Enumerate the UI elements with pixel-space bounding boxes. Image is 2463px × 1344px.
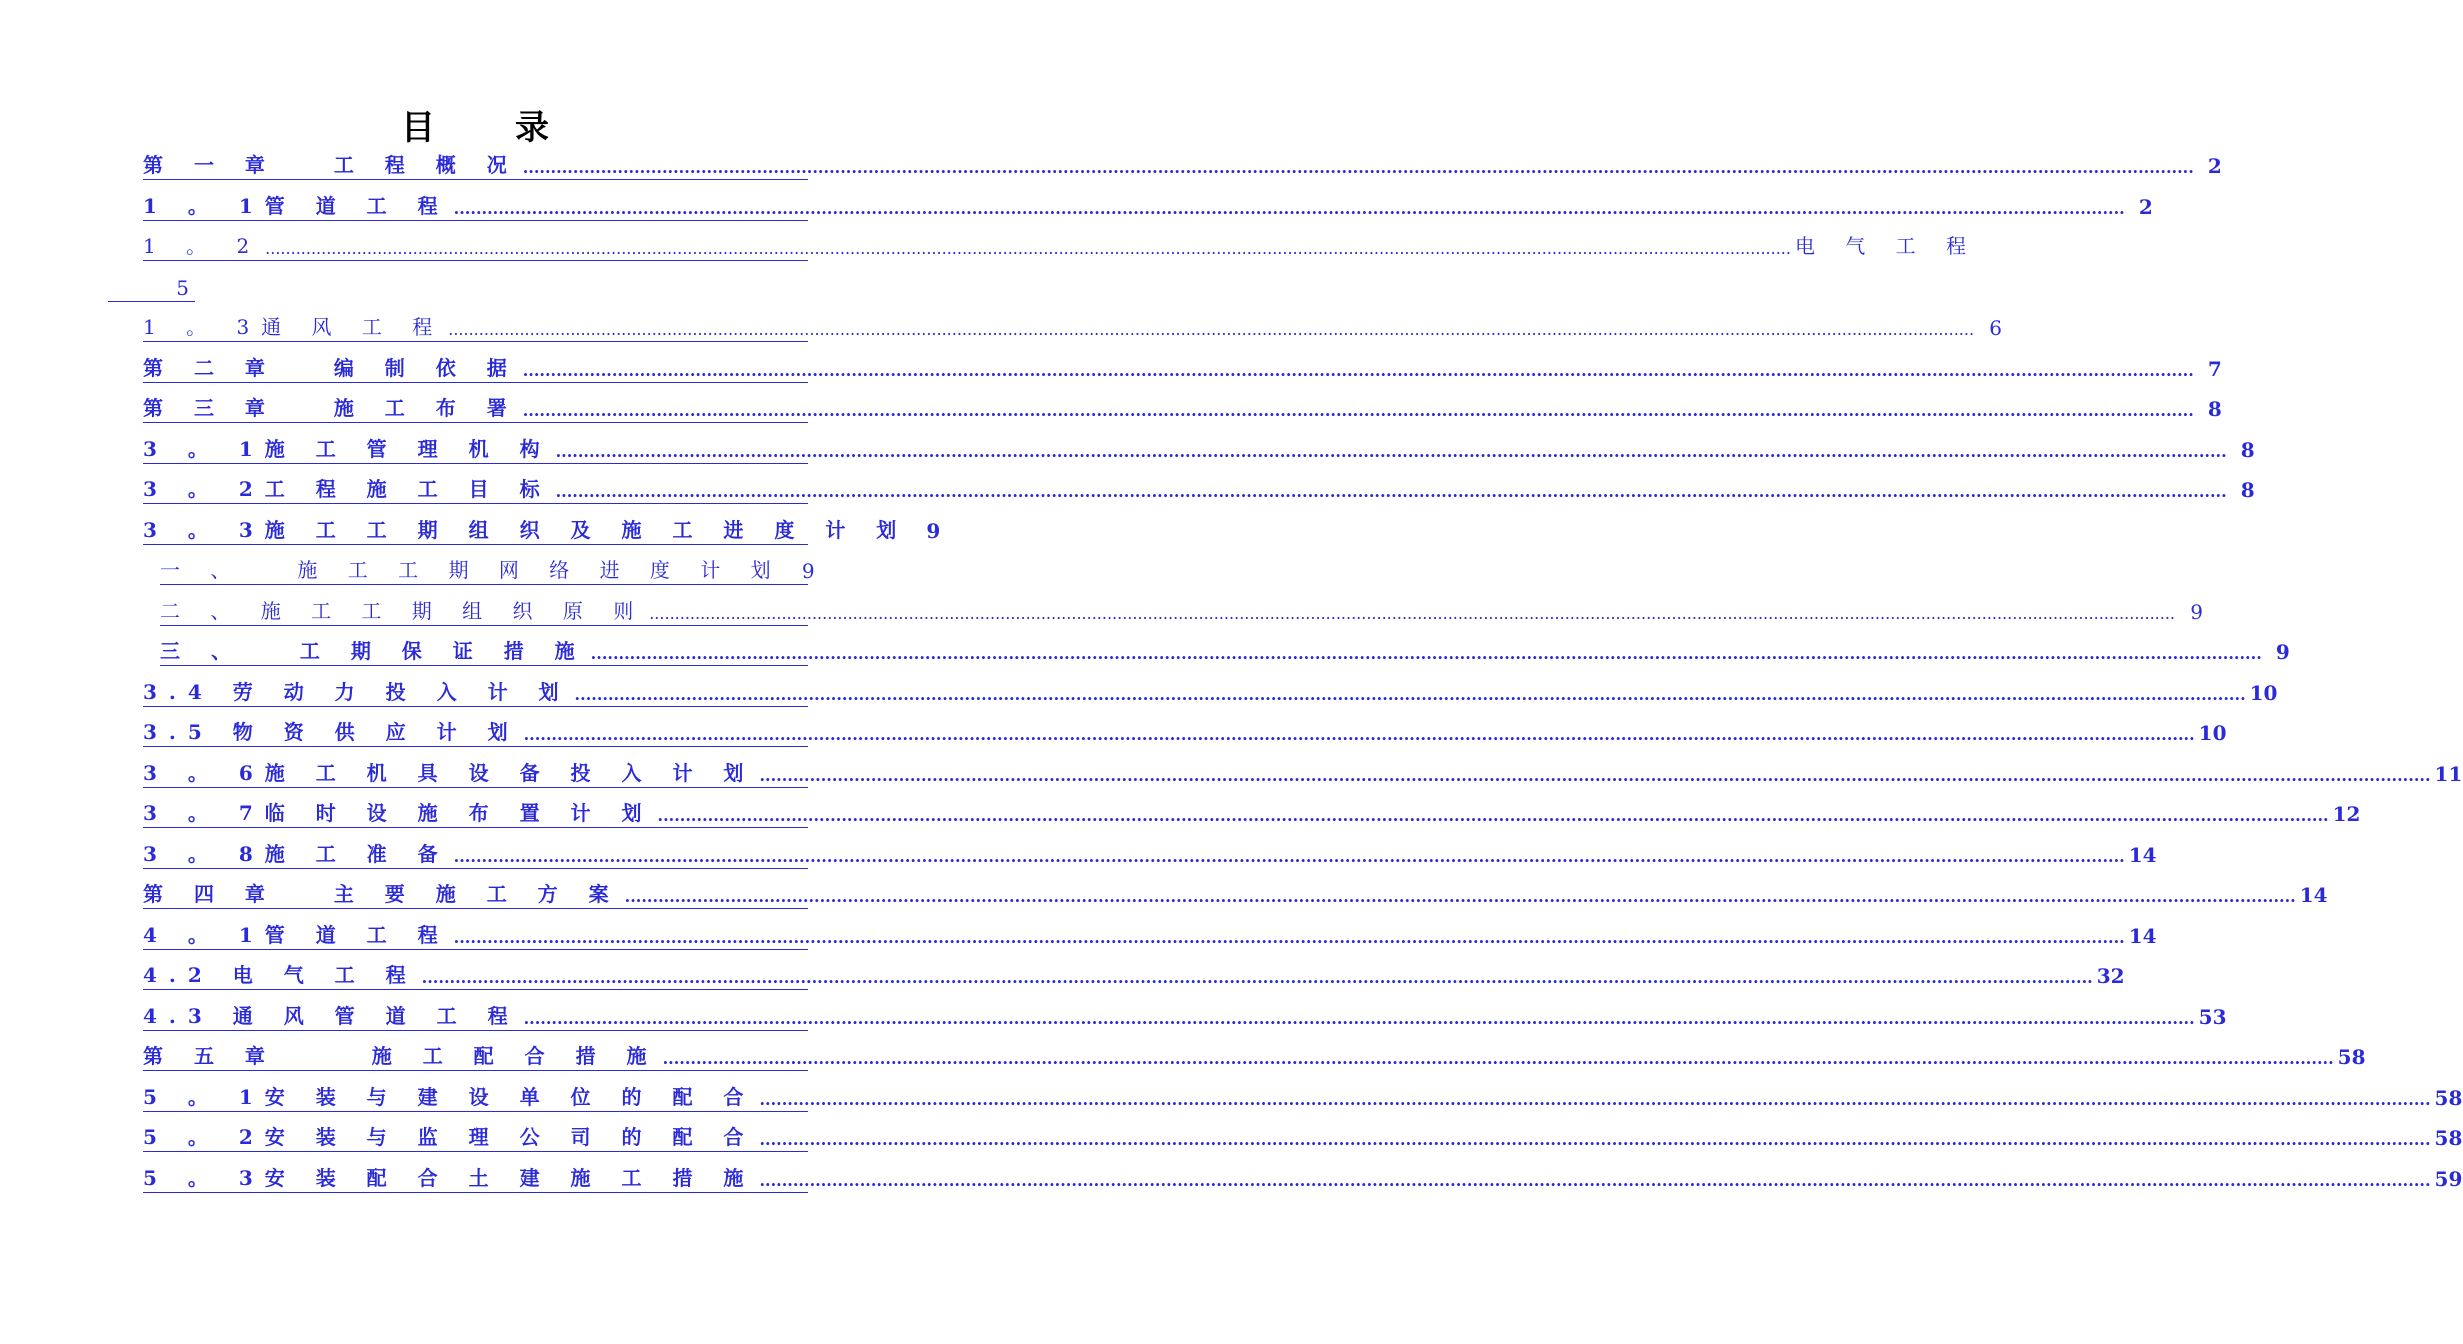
toc-entry-title: 3 。 1施 工 管 理 机 构 — [143, 436, 552, 461]
toc-leader-dots: ............................................................................................................................................................................................................................................................................................................ — [624, 887, 2296, 906]
toc-entry[interactable] — [143, 916, 2157, 956]
toc-entry-page: 9 — [801, 559, 815, 583]
toc-entry-title: 3 。 3施 工 工 期 组 织 及 施 工 进 度 计 划 — [143, 517, 909, 542]
toc-entry[interactable] — [160, 551, 815, 591]
toc-leader-dots: ............................................................................................................................................................................................................................................................................................................ — [522, 401, 2194, 420]
toc-entry-page: 14 — [2128, 923, 2157, 948]
link-underline — [143, 503, 808, 504]
toc-entry[interactable] — [143, 713, 2227, 753]
toc-entry[interactable] — [143, 187, 2153, 227]
link-underline — [143, 1111, 808, 1112]
link-underline — [143, 220, 808, 221]
toc-entry-page: 6 — [1989, 316, 2003, 340]
toc-entry-title: 3 。 7临 时 设 施 布 置 计 划 — [143, 801, 654, 825]
toc-entry[interactable] — [143, 511, 941, 551]
toc-entry[interactable] — [143, 430, 2255, 470]
toc-entry-page-wrap[interactable] — [108, 268, 195, 308]
toc-entry-title: 第 三 章 施 工 布 署 — [143, 396, 519, 420]
toc-leader-dots: ............................................................................................................................................................................................................................................................................................................ — [555, 482, 2227, 501]
toc-entry-page: 8 — [2207, 397, 2222, 421]
toc-leader-dots: ............................................................................................................................................................................................................................................................................................................ — [421, 968, 2093, 987]
toc-entry-page: 9 — [2275, 640, 2290, 664]
toc-leader-dots: ............................................................................................................................................................................................................................................................................................................ — [555, 441, 2227, 461]
toc-entry-page: 14 — [2128, 842, 2157, 867]
link-underline — [160, 584, 808, 585]
toc-entry-page: 7 — [2207, 356, 2222, 381]
toc-entry-title: 4.2 电 气 工 程 — [143, 963, 418, 987]
toc-leader-dots: ............................................................................................................................................................................................................................................................................................................ — [265, 239, 1791, 258]
toc-entry-page: 9 — [926, 518, 941, 543]
toc-entry-page: 5 — [176, 275, 189, 300]
toc-entry-title: 第 五 章 施 工 配 合 措 施 — [143, 1044, 659, 1068]
link-underline — [143, 1192, 808, 1193]
toc-entry-page: 53 — [2198, 1004, 2227, 1029]
toc-entry[interactable] — [143, 754, 2463, 794]
toc-entry[interactable] — [143, 997, 2227, 1037]
toc-entry[interactable] — [143, 1037, 2366, 1077]
link-underline — [143, 868, 808, 869]
toc-entry-title-suffix: 电 气 工 程 — [1794, 234, 1979, 258]
toc-entry-title: 第 四 章 主 要 施 工 方 案 — [143, 882, 621, 906]
toc-entry[interactable] — [143, 349, 2222, 389]
toc-leader-dots: ............................................................................................................................................................................................................................................................................................................ — [759, 1130, 2431, 1149]
toc-entry-page: 2 — [2138, 194, 2153, 219]
toc-entry[interactable] — [143, 956, 2125, 996]
link-underline — [143, 463, 808, 464]
toc-entry[interactable] — [143, 1159, 2463, 1199]
toc-entry[interactable] — [143, 875, 2328, 915]
toc-entry-page: 8 — [2240, 478, 2255, 502]
toc-entry[interactable] — [160, 632, 2290, 672]
link-underline — [143, 544, 808, 545]
toc-entry[interactable] — [143, 794, 2361, 834]
toc-leader-dots: ............................................................................................................................................................................................................................................................................................................ — [522, 158, 2194, 177]
toc-entry-page: 59 — [2434, 1166, 2463, 1191]
toc-entry-title: 3.5 物 资 供 应 计 划 — [143, 720, 520, 744]
link-underline — [143, 908, 808, 909]
link-underline — [143, 382, 808, 383]
link-underline — [143, 341, 808, 342]
link-underline — [160, 665, 808, 666]
toc-entry-title: 3 。 2工 程 施 工 目 标 — [143, 477, 552, 501]
toc-entry[interactable] — [143, 227, 1979, 267]
toc-entry-page: 8 — [2240, 437, 2255, 462]
toc-entry-page: 10 — [2198, 721, 2227, 745]
toc-entry-page: 58 — [2337, 1045, 2366, 1069]
toc-entry[interactable] — [143, 1118, 2463, 1158]
toc-entry-title: 5 。 3安 装 配 合 土 建 施 工 措 施 — [143, 1165, 756, 1190]
toc-entry[interactable] — [143, 389, 2222, 429]
toc-leader-dots: ............................................................................................................................................................................................................................................................................................................ — [448, 320, 1975, 339]
toc-entry[interactable] — [143, 308, 2003, 348]
toc-entry[interactable] — [143, 470, 2255, 510]
toc-entry[interactable] — [160, 592, 2203, 632]
link-underline — [143, 1030, 808, 1031]
toc-leader-dots: ............................................................................................................................................................................................................................................................................................................ — [590, 644, 2262, 663]
toc-entry-page: 10 — [2249, 680, 2278, 705]
toc-entry-title: 3 。 8施 工 准 备 — [143, 841, 450, 866]
toc-entry-title: 5 。 2安 装 与 监 理 公 司 的 配 合 — [143, 1125, 756, 1149]
toc-entry-title: 第 二 章 编 制 依 据 — [143, 355, 519, 380]
link-underline — [143, 949, 808, 950]
toc-entry[interactable] — [143, 146, 2222, 186]
toc-entry-title: 1 。 2 — [143, 234, 262, 258]
toc-leader-dots: ............................................................................................................................................................................................................................................................................................................ — [523, 725, 2195, 744]
toc-entry-page: 2 — [2207, 154, 2222, 178]
link-underline — [143, 706, 808, 707]
toc-entry-page: 58 — [2434, 1126, 2463, 1150]
link-underline — [143, 1070, 808, 1071]
link-underline — [160, 625, 808, 626]
toc-leader-dots: ............................................................................................................................................................................................................................................................................................................ — [522, 360, 2194, 380]
toc-entry-title: 1 。 3通 风 工 程 — [143, 315, 445, 339]
toc-entry-page: 32 — [2096, 964, 2125, 988]
link-underline — [143, 260, 808, 261]
toc-leader-dots: ............................................................................................................................................................................................................................................................................................................ — [759, 1089, 2431, 1109]
toc-entry-title: 二 、 施 工 工 期 组 织 原 则 — [160, 598, 646, 623]
link-underline — [143, 422, 808, 423]
toc-leader-dots: ............................................................................................................................................................................................................................................................................................................ — [649, 603, 2175, 623]
toc-entry-page: 11 — [2434, 761, 2463, 786]
toc-leader-dots: ............................................................................................................................................................................................................................................................................................................ — [453, 846, 2125, 866]
toc-entry-page: 12 — [2332, 802, 2361, 826]
toc-entry[interactable] — [143, 835, 2157, 875]
link-underline — [143, 1151, 808, 1152]
toc-entry[interactable] — [143, 673, 2278, 713]
toc-entry-title: 一 、 施 工 工 期 网 络 进 度 计 划 — [160, 558, 783, 582]
toc-entry-title: 5 。 1安 装 与 建 设 单 位 的 配 合 — [143, 1084, 756, 1109]
toc-entry-title: 4.3 通 风 管 道 工 程 — [143, 1003, 520, 1028]
toc-leader-dots: ............................................................................................................................................................................................................................................................................................................ — [453, 198, 2125, 218]
link-underline — [143, 787, 808, 788]
toc-leader-dots: ............................................................................................................................................................................................................................................................................................................ — [453, 927, 2125, 947]
link-underline — [143, 827, 808, 828]
toc-entry-page: 9 — [2190, 599, 2203, 624]
title-char-2: 录 — [515, 108, 549, 148]
toc-entry-page: 14 — [2299, 883, 2328, 907]
page-title — [0, 100, 950, 149]
toc-leader-dots: ............................................................................................................................................................................................................................................................................................................ — [657, 806, 2329, 825]
toc-entry-title: 3 。 6施 工 机 具 设 备 投 入 计 划 — [143, 760, 756, 785]
link-underline — [143, 746, 808, 747]
toc-entry-title: 三 、 工 期 保 证 措 施 — [160, 639, 587, 663]
link-underline — [143, 179, 808, 180]
toc-leader-dots: ............................................................................................................................................................................................................................................................................................................ — [759, 765, 2431, 785]
title-char-1: 目 — [401, 108, 435, 148]
toc-entry[interactable] — [143, 1078, 2463, 1118]
toc-leader-dots: ............................................................................................................................................................................................................................................................................................................ — [662, 1049, 2334, 1068]
toc-leader-dots: ............................................................................................................................................................................................................................................................................................................ — [574, 684, 2246, 704]
toc-entry-page: 58 — [2434, 1085, 2463, 1110]
toc-entry-title: 3.4 劳 动 力 投 入 计 划 — [143, 679, 571, 704]
toc-entry-title: 1 。 1管 道 工 程 — [143, 193, 450, 218]
link-underline — [108, 301, 195, 302]
toc-entry-title: 4 。 1管 道 工 程 — [143, 922, 450, 947]
toc-leader-dots: ............................................................................................................................................................................................................................................................................................................ — [759, 1170, 2431, 1190]
toc-entry-title: 第 一 章 工 程 概 况 — [143, 153, 519, 177]
toc-leader-dots: ............................................................................................................................................................................................................................................................................................................ — [523, 1008, 2195, 1028]
link-underline — [143, 989, 808, 990]
